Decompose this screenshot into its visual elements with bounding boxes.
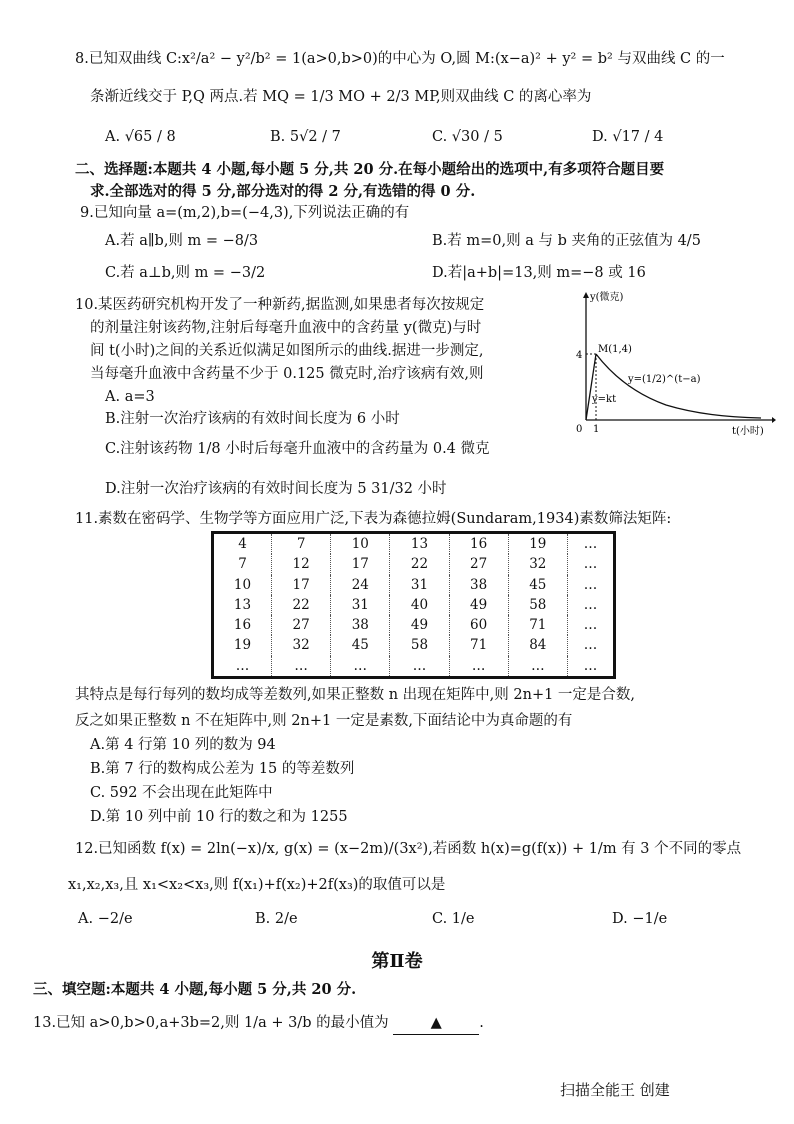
matrix-row: [214, 635, 613, 655]
curve-label: y=(1/2)^(t−a): [628, 374, 701, 385]
matrix-cell: …: [567, 595, 613, 615]
matrix-cell: 84: [508, 635, 567, 655]
matrix-cell: 45: [508, 575, 567, 595]
matrix-cell: 13: [233, 596, 252, 613]
decay-curve: [596, 354, 761, 418]
x-axis-arrow: [772, 417, 776, 423]
part2-title: 第Ⅱ卷: [371, 951, 423, 972]
matrix-cell: 40: [390, 595, 449, 615]
q8-option-a: A. √65 / 8: [105, 129, 176, 145]
matrix-cell: 31: [390, 575, 449, 595]
q11-option-c: C. 592 不会出现在此矩阵中: [90, 785, 273, 801]
matrix-cell: 19: [508, 534, 567, 554]
q8-option-c: C. √30 / 5: [432, 129, 503, 145]
matrix-cell: 10: [331, 534, 390, 554]
scanner-watermark: 扫描全能王 创建: [560, 1081, 670, 1099]
matrix-cell: 58: [390, 635, 449, 655]
q10-option-b: B.注射一次治疗该病的有效时间长度为 6 小时: [105, 411, 400, 427]
q9-option-c: C.若 a⊥b,则 m = −3/2: [105, 265, 266, 281]
q12-option-a: A. −2/e: [78, 911, 133, 927]
q10-option-a: A. a=3: [105, 389, 155, 405]
matrix-cell: 27: [272, 615, 331, 635]
matrix-cell: 22: [390, 554, 449, 574]
section2-line1: 二、选择题:本题共 4 小题,每小题 5 分,共 20 分.在每小题给出的选项中,有多项符合题目要: [75, 161, 665, 178]
q12-option-c: C. 1/e: [432, 911, 475, 927]
matrix-cell: 32: [508, 554, 567, 574]
q11-stem: 11.素数在密码学、生物学等方面应用广泛,下表为森德拉姆(Sundaram,1934)素数筛法矩阵:: [75, 511, 672, 527]
matrix-cell: …: [567, 534, 613, 554]
matrix-cell: 45: [331, 635, 390, 655]
x-tick-label: 1: [593, 424, 600, 435]
q11-option-d: D.第 10 列中前 10 行的数之和为 1255: [90, 809, 348, 825]
q9-option-a: A.若 a∥b,则 m = −8/3: [105, 233, 259, 249]
sieve-matrix: [211, 531, 616, 679]
q12-line1: 12.已知函数 f(x) = 2ln(−x)/x, g(x) = (x−2m)/(3x²),若函数 h(x)=g(f(x)) + 1/m 有 3 个不同的零点: [75, 841, 742, 857]
matrix-cell: 60: [449, 615, 508, 635]
origin-label: 0: [576, 424, 583, 435]
q10-graph: [546, 288, 776, 436]
matrix-row: [214, 575, 613, 595]
matrix-row: [214, 595, 613, 615]
matrix-cell: …: [567, 575, 613, 595]
q13-answer-blank: ▲: [393, 1014, 479, 1035]
q10-line3: 间 t(小时)之间的关系近似满足如图所示的曲线.据进一步测定,: [90, 343, 484, 359]
y-tick-label: 4: [576, 350, 583, 361]
q13-line: [33, 1014, 484, 1035]
matrix-cell: …: [272, 656, 331, 676]
q10-line1: 10.某医药研究机构开发了一种新药,据监测,如果患者每次按规定: [75, 297, 485, 313]
matrix-cell: 13: [390, 534, 449, 554]
q10-option-d: D.注射一次治疗该病的有效时间长度为 5 31/32 小时: [105, 481, 447, 497]
y-axis-label: y(微克): [590, 292, 624, 303]
matrix-cell: 49: [449, 595, 508, 615]
q10-line4: 当每毫升血液中含药量不少于 0.125 微克时,治疗该病有效,则: [90, 366, 484, 382]
matrix-cell: 27: [449, 554, 508, 574]
matrix-cell: 22: [272, 595, 331, 615]
matrix-row: [214, 615, 613, 635]
q9-option-d: D.若|a+b|=13,则 m=−8 或 16: [432, 265, 646, 281]
matrix-row: [214, 554, 613, 574]
q8-option-b: B. 5√2 / 7: [270, 129, 341, 145]
q11-text2: 反之如果正整数 n 不在矩阵中,则 2n+1 一定是素数,下面结论中为真命题的有: [75, 713, 573, 729]
section2-line2: 求.全部选对的得 5 分,部分选对的得 2 分,有选错的得 0 分.: [90, 183, 476, 200]
matrix-cell: 17: [331, 554, 390, 574]
matrix-cell: 7: [238, 556, 247, 573]
matrix-cell: 19: [233, 637, 252, 654]
q10-option-c: C.注射该药物 1/8 小时后每毫升血液中的含药量为 0.4 微克: [105, 441, 490, 457]
matrix-cell: 58: [508, 595, 567, 615]
q11-option-b: B.第 7 行的数构成公差为 15 的等差数列: [90, 761, 355, 777]
matrix-cell: 12: [272, 554, 331, 574]
matrix-cell: 71: [449, 635, 508, 655]
matrix-cell: …: [567, 615, 613, 635]
q8-line2: 条渐近线交于 P,Q 两点.若 MQ = 1/3 MO + 2/3 MP,则双曲线 C 的离心率为: [90, 89, 592, 105]
q11-option-a: A.第 4 行第 10 列的数为 94: [90, 737, 276, 753]
q12-option-d: D. −1/e: [612, 911, 668, 927]
matrix-cell: 4: [238, 536, 247, 553]
q8-line1: 8.已知双曲线 C:x²/a² − y²/b² = 1(a>0,b>0)的中心为 O,圆 M:(x−a)² + y² = b² 与双曲线 C 的一: [75, 51, 725, 67]
q11-text1: 其特点是每行每列的数均成等差数列,如果正整数 n 出现在矩阵中,则 2n+1 一定是合数,: [75, 687, 636, 703]
matrix-cell: 71: [508, 615, 567, 635]
matrix-cell: 38: [449, 575, 508, 595]
section3-header: 三、填空题:本题共 4 小题,每小题 5 分,共 20 分.: [33, 981, 357, 998]
matrix-row: [214, 656, 613, 676]
y-axis-arrow: [583, 292, 589, 298]
matrix-cell: …: [567, 656, 613, 676]
matrix-cell: …: [235, 657, 250, 674]
matrix-cell: 7: [272, 534, 331, 554]
matrix-cell: 38: [331, 615, 390, 635]
matrix-cell: …: [390, 656, 449, 676]
matrix-cell: …: [331, 656, 390, 676]
matrix-cell: …: [567, 635, 613, 655]
q12-option-b: B. 2/e: [255, 911, 298, 927]
point-label: M(1,4): [598, 344, 632, 355]
line-label: y=kt: [592, 394, 617, 405]
linear-segment: [586, 354, 596, 420]
q12-line2: x₁,x₂,x₃,且 x₁<x₂<x₃,则 f(x₁)+f(x₂)+2f(x₃)的取值可以是: [68, 877, 446, 893]
matrix-cell: …: [567, 554, 613, 574]
matrix-cell: 32: [272, 635, 331, 655]
matrix-cell: 16: [233, 617, 252, 634]
q13-text: 13.已知 a>0,b>0,a+3b=2,则 1/a + 3/b 的最小值为: [33, 1015, 389, 1031]
q8-option-d: D. √17 / 4: [592, 129, 664, 145]
matrix-cell: 24: [331, 575, 390, 595]
matrix-cell: 17: [272, 575, 331, 595]
matrix-cell: …: [449, 656, 508, 676]
matrix-row: [214, 534, 613, 554]
matrix-cell: 31: [331, 595, 390, 615]
matrix-cell: 10: [233, 576, 252, 593]
x-axis-label: t(小时): [732, 426, 764, 436]
q9-stem: 9.已知向量 a=(m,2),b=(−4,3),下列说法正确的有: [80, 205, 410, 221]
q9-option-b: B.若 m=0,则 a 与 b 夹角的正弦值为 4/5: [432, 233, 701, 249]
matrix-cell: 49: [390, 615, 449, 635]
matrix-cell: …: [508, 656, 567, 676]
q13-period: .: [479, 1015, 484, 1031]
q10-line2: 的剂量注射该药物,注射后每毫升血液中的含药量 y(微克)与时: [90, 320, 482, 336]
matrix-cell: 16: [449, 534, 508, 554]
